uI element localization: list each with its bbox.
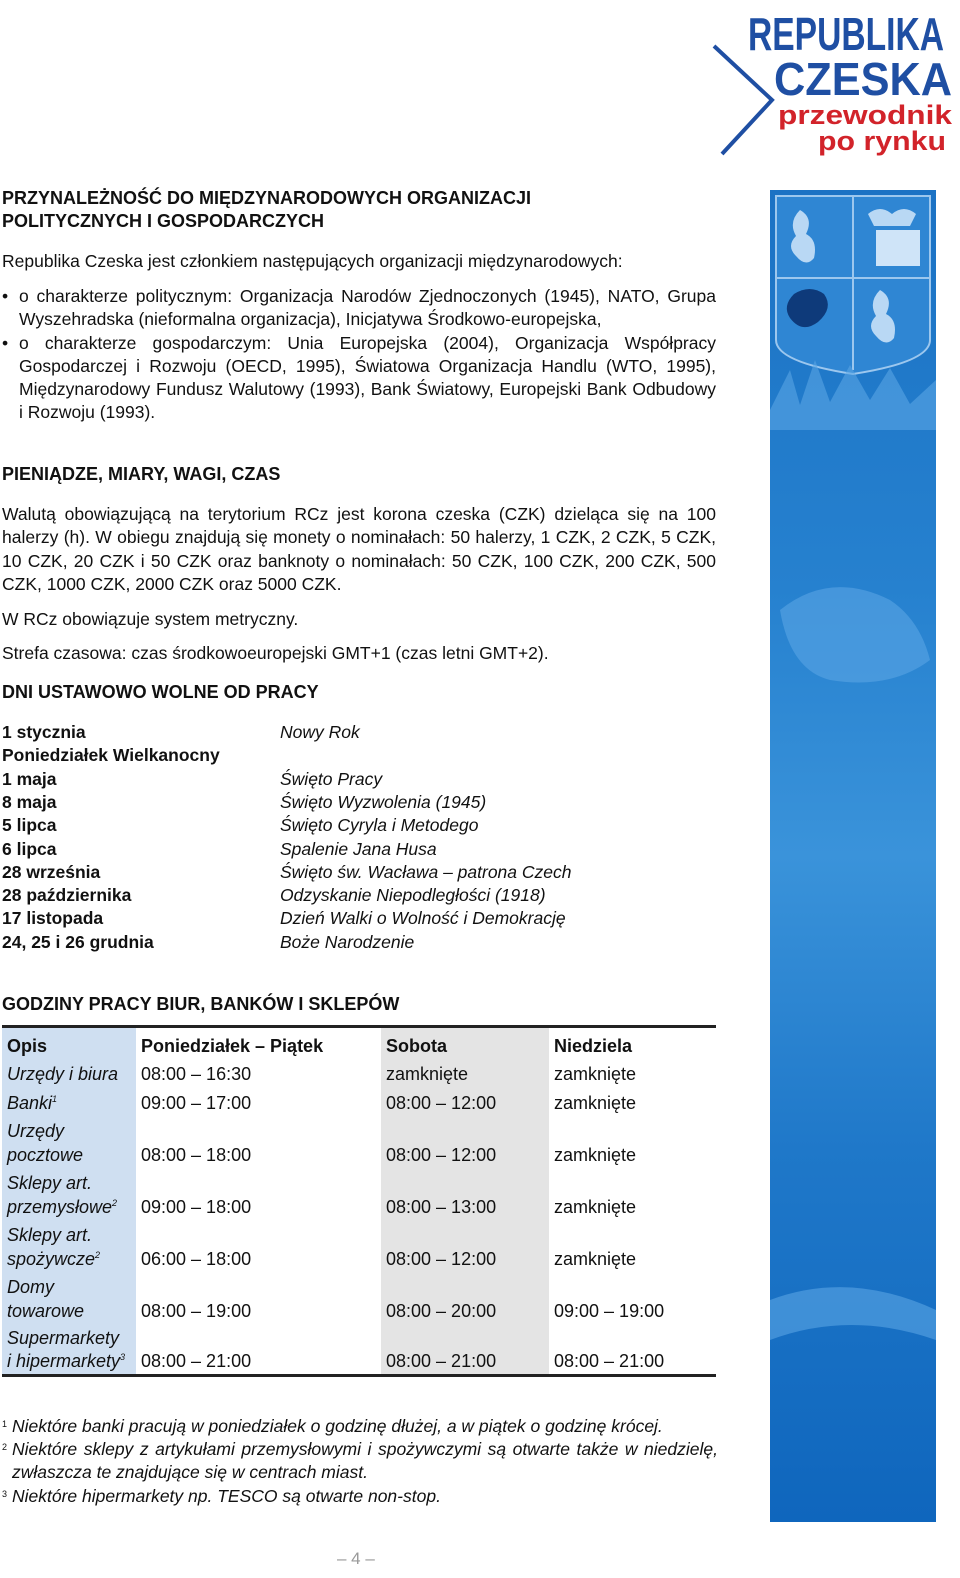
table-cell: 08:00 – 19:00 (136, 1271, 381, 1323)
footnote: 2 Niektóre sklepy z artykułami przemysłowymi i spożywczymi są otwarte także w niedzielę, zwłaszcza te znajdujące się w centrach miast. (2, 1439, 718, 1483)
logo-line3: przewodnik (778, 100, 954, 130)
table-cell: zamknięte (549, 1167, 716, 1219)
table-cell: 08:00 – 16:30 (136, 1057, 381, 1086)
section-title-hours: GODZINY PRACY BIUR, BANKÓW I SKLEPÓW (2, 994, 400, 1014)
table-cell: 08:00 – 21:00 (549, 1323, 716, 1375)
table-row (2, 1167, 716, 1219)
coat-of-arms-image (770, 190, 936, 1522)
table-cell: 09:00 – 18:00 (136, 1167, 381, 1219)
table-cell-label: Sklepy art. przemysłowe$^2$ (2, 1167, 136, 1219)
logo-line4: po rynku (818, 126, 946, 156)
section-title-holidays: DNI USTAWOWO WOLNE OD PRACY (2, 682, 319, 702)
footnote: 3 Niektóre hipermarkety np. TESCO są otwarte non-stop. (2, 1486, 441, 1506)
logo-chevron (714, 46, 772, 154)
table-row (2, 1115, 716, 1167)
table-cell: 08:00 – 20:00 (381, 1271, 549, 1323)
table-cell: zamknięte (381, 1057, 549, 1086)
table-cell: zamknięte (549, 1219, 716, 1271)
section-title-money: PIENIĄDZE, MIARY, WAGI, CZAS (2, 464, 281, 484)
table-cell-label: Urzędy pocztowe (2, 1115, 136, 1167)
footnote: 1 Niektóre banki pracują w poniedziałek o godzinę dłużej, a w piątek o godzinę krócej. (2, 1416, 663, 1436)
list-item: • o charakterze gospodarczym: Unia Europejska (2004), Organizacja Współpracy Gospodarczej i Rozwoju (OECD, 1995), Światowa Organizacja Handlu (WTO, 1995), Międzynarodowy Fundusz Walutowy (1993), Bank Światowy, Europejski Bank Odbudowy i Rozwoju (1993). (2, 332, 716, 423)
holiday-row: 5 lipca Święto Cyryla i Metodego (2, 815, 479, 836)
column-header: Niedziela (549, 1027, 716, 1058)
metric-paragraph: W RCz obowiązuje system metryczny. (2, 609, 299, 629)
holiday-row: 1 stycznia Nowy Rok (2, 722, 360, 742)
holiday-row: 24, 25 i 26 grudnia Boże Narodzenie (2, 931, 415, 952)
organizations-list (2, 285, 716, 425)
table-cell: 08:00 – 13:00 (381, 1167, 549, 1219)
table-cell: 08:00 – 21:00 (136, 1323, 381, 1375)
table-header-row (2, 1027, 716, 1058)
table-cell: 08:00 – 12:00 (381, 1219, 549, 1271)
holiday-row: 17 listopada Dzień Walki o Wolność i Demokrację (2, 908, 566, 929)
section-title-organizations: PRZYNALEŻNOŚĆ DO MIĘDZYNARODOWYCH ORGANIZACJI POLITYCZNYCH I GOSPODARCZYCH (2, 188, 532, 231)
logo-line2: CZESKA (774, 53, 952, 105)
table-cell: 08:00 – 12:00 (381, 1086, 549, 1115)
republika-czeska-logo (712, 2, 958, 162)
table-row (2, 1271, 716, 1323)
table-cell-label: Banki$^1$ (2, 1086, 136, 1115)
table-cell: 08:00 – 12:00 (381, 1115, 549, 1167)
table-cell-label: Urzędy i biura (2, 1057, 136, 1086)
logo-line1: REPUBLIKA (748, 8, 944, 60)
table-row (2, 1219, 716, 1271)
page-number: – 4 – (337, 1549, 375, 1568)
holiday-row: 28 października Odzyskanie Niepodległości (1918) (2, 885, 546, 906)
table-cell: 06:00 – 18:00 (136, 1219, 381, 1271)
table-row (2, 1323, 716, 1375)
list-item: • o charakterze politycznym: Organizacja Narodów Zjednoczonych (1945), NATO, Grupa Wyszehradska (nieformalna organizacja), Inicjatywa Środkowo-europejska, (2, 286, 716, 330)
table-row (2, 1057, 716, 1086)
holiday-row: 28 września Święto św. Wacława – patrona Czech (2, 861, 572, 882)
column-header: Sobota (381, 1027, 549, 1058)
currency-paragraph: Walutą obowiązującą na terytorium RCz jest korona czeska (CZK) dzieląca się na 100 halerzy (h). W obiegu znajdują się monety o nominałach: 50 halerzy, 1 CZK, 2 CZK, 5 CZK, 10 CZK, 20 CZK i 50 CZK oraz banknoty o nominałach: 50 CZK, 100 CZK, 200 CZK, 500 CZK, 1000 CZK, 2000 CZK oraz 5000 CZK. (2, 504, 716, 594)
holiday-row: 6 lipca Spalenie Jana Husa (2, 838, 437, 859)
organizations-intro: Republika Czeska jest członkiem następujących organizacji międzynarodowych: (2, 251, 623, 271)
column-header: Opis (2, 1027, 136, 1058)
hours-table (2, 1025, 716, 1377)
table-cell-label: Domy towarowe (2, 1271, 136, 1323)
table-row (2, 1086, 716, 1115)
holiday-row: 8 maja Święto Wyzwolenia (1945) (2, 791, 487, 812)
holiday-row: Poniedziałek Wielkanocny (2, 745, 220, 766)
table-cell: zamknięte (549, 1057, 716, 1086)
side-decorative-bar (770, 190, 936, 1522)
table-cell: 08:00 – 21:00 (381, 1323, 549, 1375)
table-cell: zamknięte (549, 1115, 716, 1167)
table-cell-label: Supermarkety i hipermarkety$^3$ (2, 1323, 136, 1375)
column-header: Poniedziałek – Piątek (136, 1027, 381, 1058)
table-cell: 09:00 – 19:00 (549, 1271, 716, 1323)
table-cell-label: Sklepy art. spożywcze$^2$ (2, 1219, 136, 1271)
table-cell: 09:00 – 17:00 (136, 1086, 381, 1115)
holiday-row: 1 maja Święto Pracy (2, 768, 383, 789)
timezone-paragraph: Strefa czasowa: czas środkowoeuropejski GMT+1 (czas letni GMT+2). (2, 643, 549, 663)
table-cell: zamknięte (549, 1086, 716, 1115)
table-cell: 08:00 – 18:00 (136, 1115, 381, 1167)
